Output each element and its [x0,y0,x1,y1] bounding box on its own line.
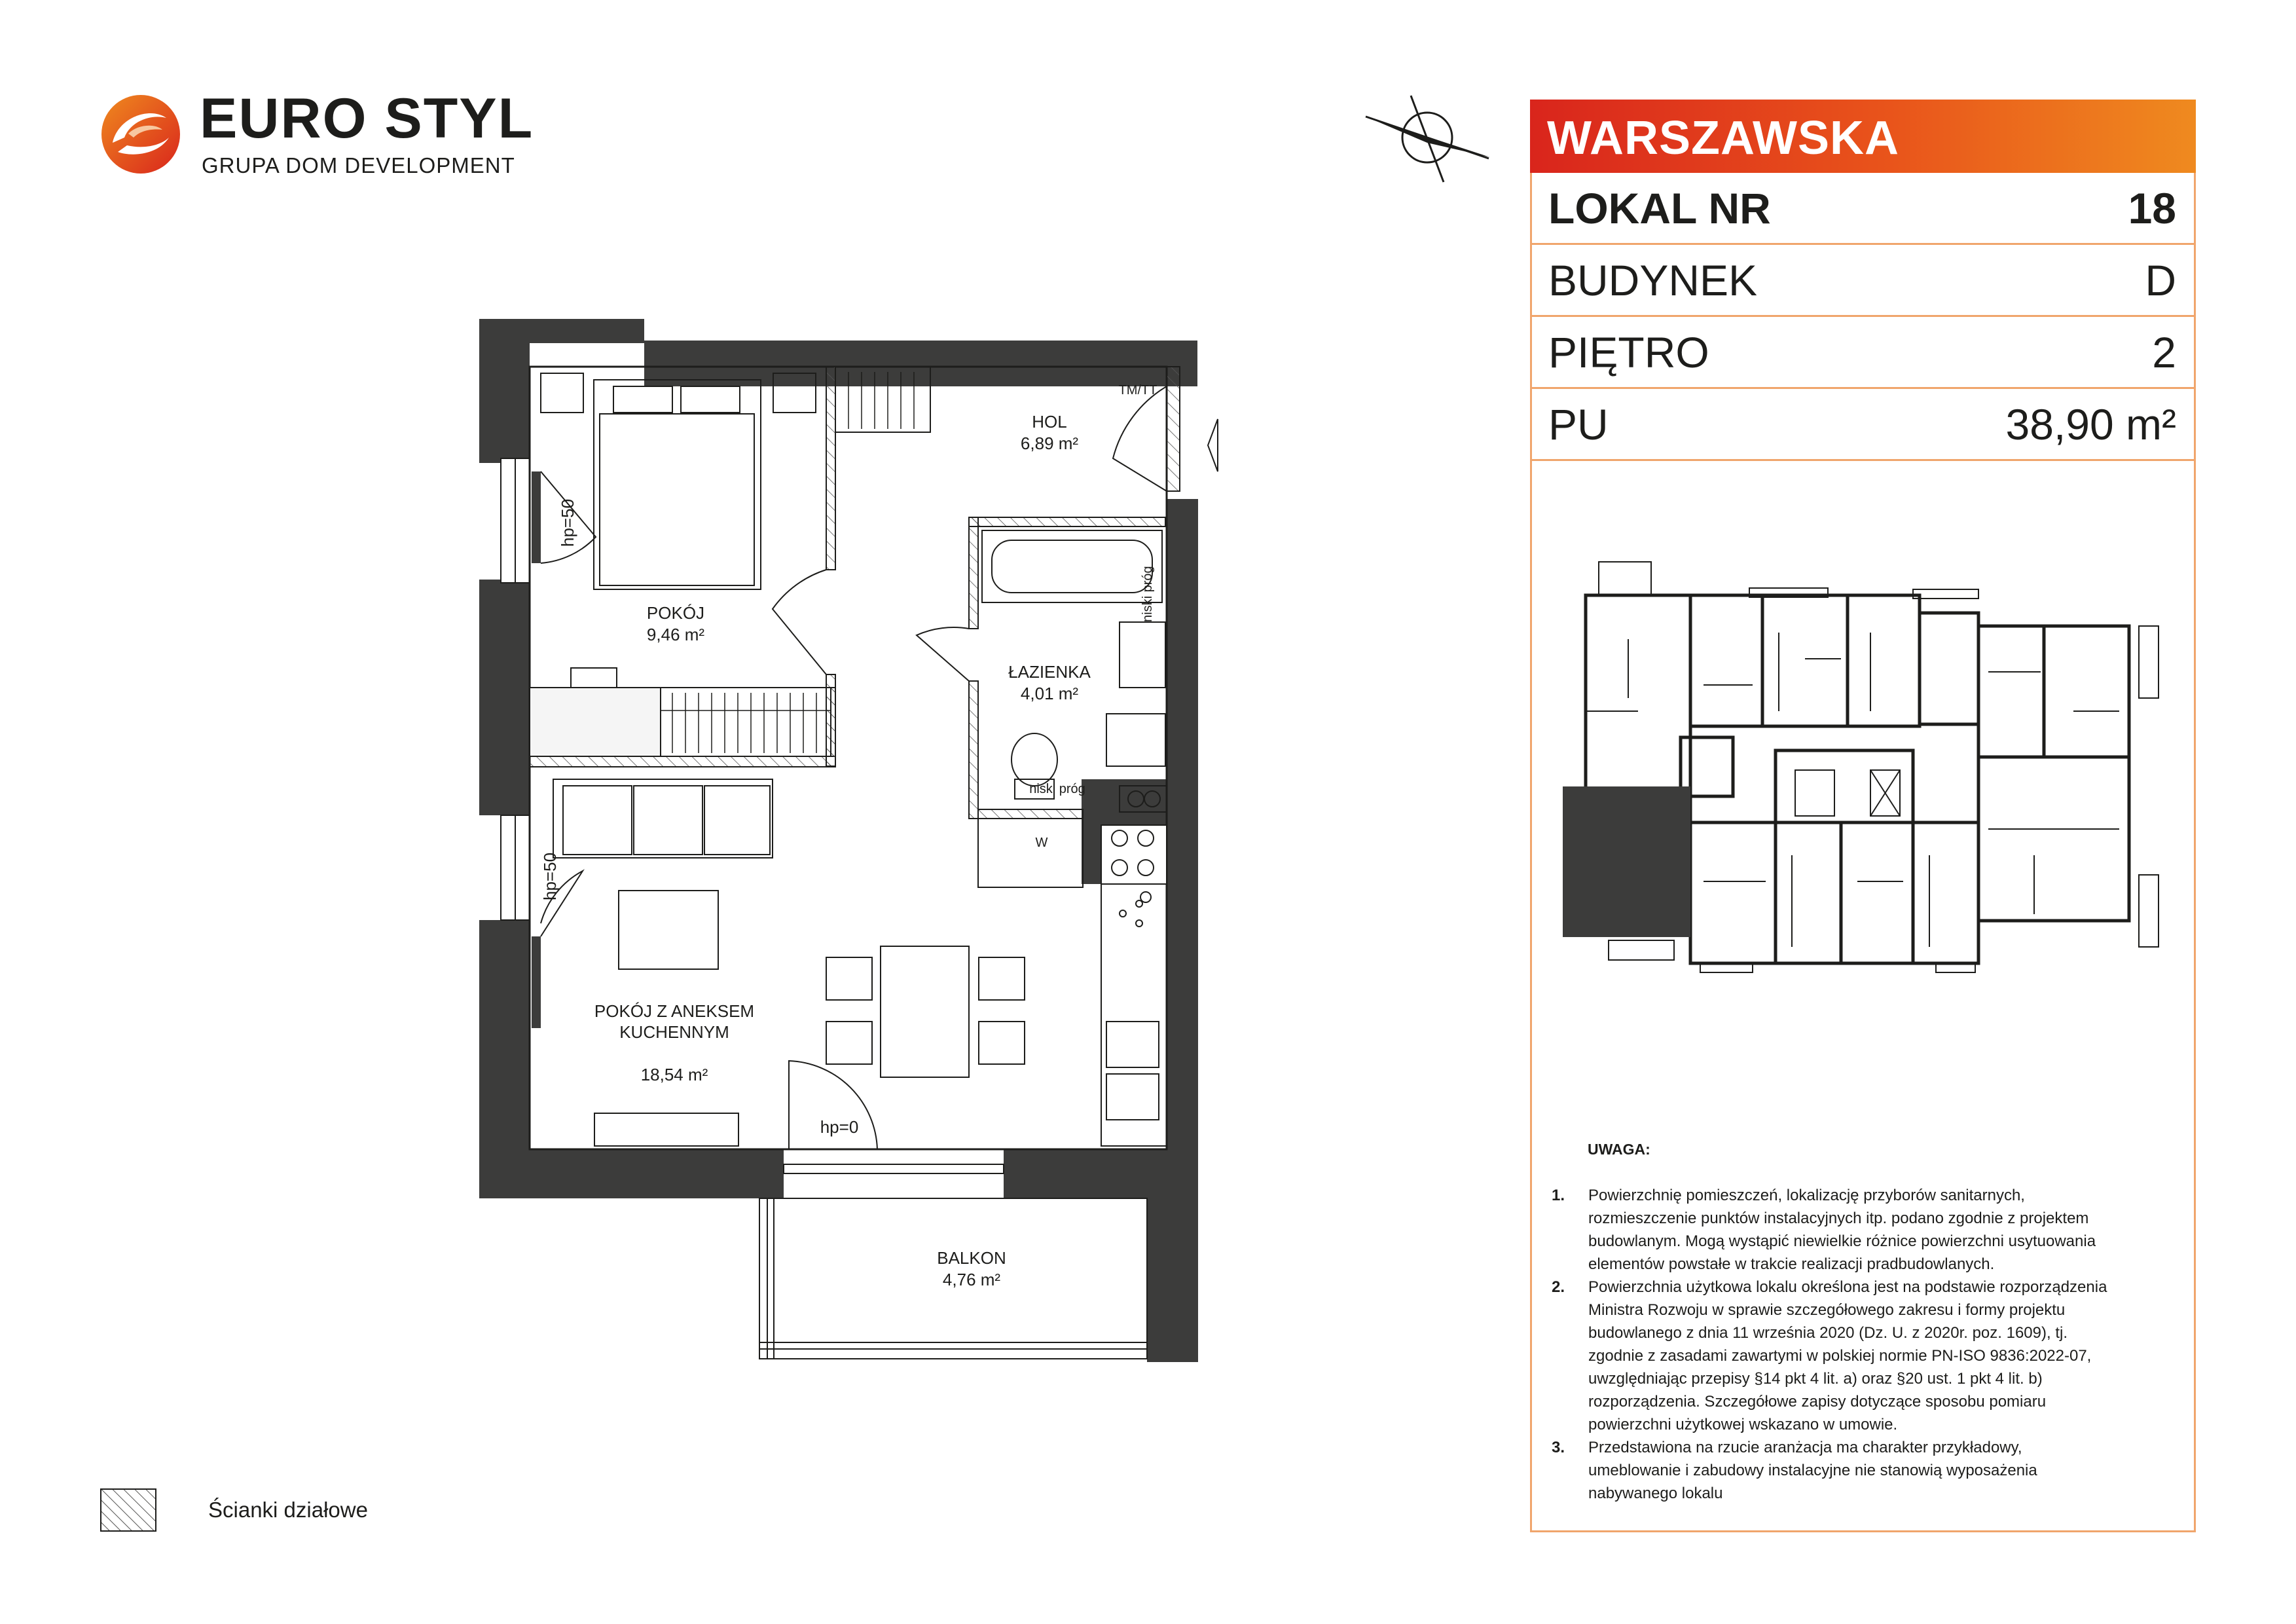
room-area: 4,01 m² [1020,683,1079,703]
room-name: ŁAZIENKA [1008,662,1091,682]
room-name: HOL [1032,412,1067,432]
info-value: 18 [2128,183,2176,232]
room-name: BALKON [937,1248,1006,1268]
floor-plan [471,314,1231,1369]
info-row-pietro [1530,317,2196,389]
room-area: 9,46 m² [646,624,705,644]
info-label: LOKAL NR [1548,183,1771,232]
info-row-pu [1530,389,2196,461]
info-row-budynek [1530,245,2196,317]
room-pokoj [647,602,704,645]
room-area: 4,76 m² [942,1269,1001,1289]
hp50-top-label: hp=50 [558,498,577,547]
hp50-bottom-label: hp=50 [540,852,560,900]
legend-label: Ścianki działowe [208,1498,368,1522]
note-text: Przedstawiona na rzucie aranżacja ma charakter przykładowy, umeblowanie i zabudowy instalacyjne nie stanowią wyposażenia nabywanego lokalu [1588,1439,2037,1502]
info-value: 38,90 m² [2005,399,2176,449]
info-row-lokal [1530,173,2196,245]
info-label: PIĘTRO [1548,327,1709,377]
note-number: 2. [1552,1278,1565,1296]
room-pokoj-z-aneksem [594,979,754,1107]
w-label: W [1035,836,1048,850]
info-value: 2 [2152,327,2176,377]
info-value: D [2145,255,2176,304]
room-area: 18,54 m² [640,1065,708,1084]
room-name: POKÓJ [646,603,705,623]
building-key-plan [1530,462,2196,1111]
brand-tagline: GRUPA DOM DEVELOPMENT [202,153,515,177]
room-balkon [937,1247,1006,1290]
euro-styl-logo-icon [98,92,183,177]
notes-title: UWAGA: [1588,1141,1650,1158]
note-item [1552,1276,2167,1436]
brand-name: EURO STYL [200,87,534,150]
note-text: Powierzchnia użytkowa lokalu określona jest na podstawie rozporządzenia Ministra Rozwoju w sprawie szczegółowego zakresu i formy projektu budowlanego z dnia 11 września 2020 (Dz. U. z 2020r. poz. 1609), tj. zgodnie z zasadami zawartymi w polskiej normie PN-ISO 9836:2022-07, uwzględniając przepisy §14 pkt 4 lit. a) oraz §20 ust. 1 pkt 4 lit. b) rozporządzenia. Szczegółowe zapisy dotyczące sposobu pomiaru powierzchni użytkowej wskazano w umowie. [1588,1278,2107,1433]
note-item [1552,1436,2167,1505]
info-label: BUDYNEK [1548,255,1758,304]
niski-prog-vertical-label: niski próg [1140,566,1155,622]
info-label: PU [1548,399,1609,449]
note-item [1552,1184,2167,1276]
niski-prog-label: niski próg [1029,782,1085,796]
room-name: POKÓJ Z ANEKSEM KUCHENNYM [594,1001,755,1042]
hp0-label: hp=0 [820,1117,859,1137]
note-number: 1. [1552,1187,1565,1204]
notes-list [1552,1184,2167,1505]
hatch-pattern-icon [100,1488,157,1532]
room-area: 6,89 m² [1020,433,1079,453]
tm-tt-label: TM/TT [1118,383,1157,397]
room-lazienka [1008,661,1091,704]
note-text: Powierzchnię pomieszczeń, lokalizację przyborów sanitarnych, rozmieszczenie punktów instalacyjnych itp. podano zgodnie z projektem budowlanym. Mogą wystąpić niewielkie różnice powierzchni usytuowania elementów powstałe w trakcie realizacji pradbudowlanych. [1588,1187,2096,1273]
room-hol [1021,411,1078,454]
note-number: 3. [1552,1439,1565,1456]
investment-name: WARSZAWSKA [1530,100,2196,173]
compass-north-arrow-icon [1362,84,1493,195]
